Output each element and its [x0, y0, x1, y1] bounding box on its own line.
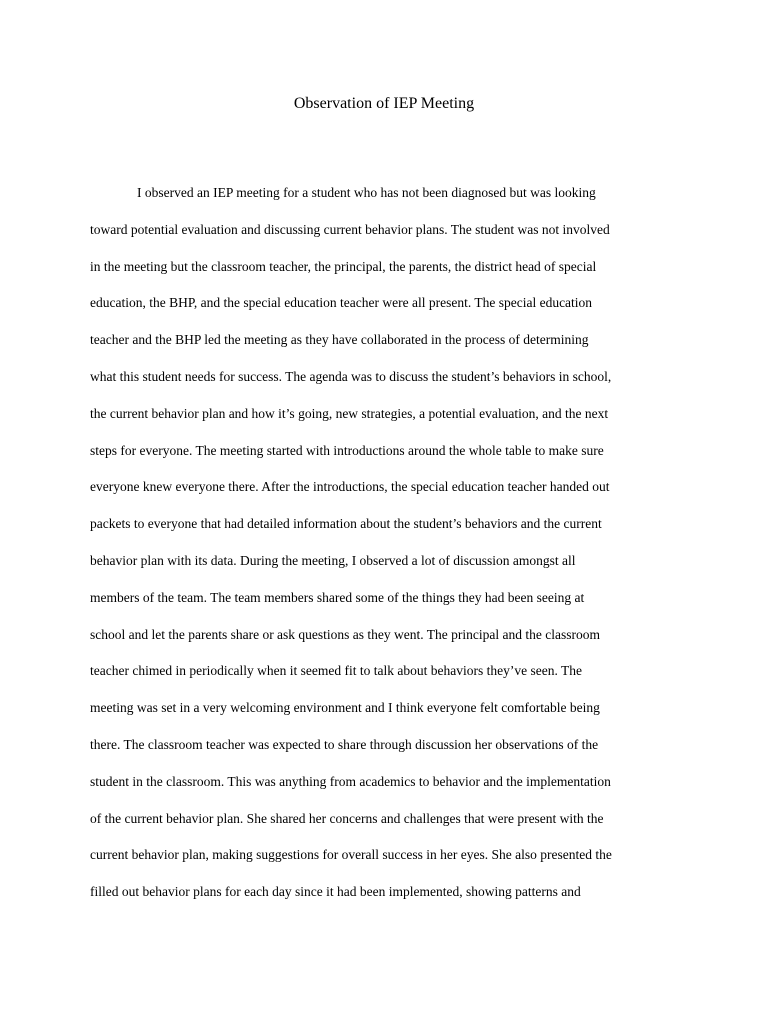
- paragraph-line: toward potential evaluation and discussing current behavior plans. The student was not involved: [90, 221, 610, 237]
- paragraph-line: what this student needs for success. The agenda was to discuss the student’s behaviors in school,: [90, 368, 612, 384]
- paragraph-line: the current behavior plan and how it’s going, new strategies, a potential evaluation, and the next: [90, 405, 609, 421]
- paragraph-line: education, the BHP, and the special education teacher were all present. The special education: [90, 295, 593, 311]
- paragraph-line: steps for everyone. The meeting started with introductions around the whole table to make sure: [90, 442, 604, 458]
- paragraph-line: of the current behavior plan. She shared her concerns and challenges that were present with the: [90, 810, 604, 826]
- document-title: Observation of IEP Meeting: [293, 95, 475, 112]
- body-paragraph: [90, 175, 680, 911]
- paragraph-line: members of the team. The team members shared some of the things they had been seeing at: [90, 589, 585, 605]
- paragraph-line: there. The classroom teacher was expected to share through discussion her observations of the: [90, 736, 599, 752]
- paragraph-line: in the meeting but the classroom teacher, the principal, the parents, the district head of special: [90, 258, 597, 274]
- paragraph-line: I observed an IEP meeting for a student who has not been diagnosed but was looking: [137, 185, 596, 200]
- paragraph-line: everyone knew everyone there. After the introductions, the special education teacher handed out: [90, 479, 610, 495]
- paragraph-line: meeting was set in a very welcoming environment and I think everyone felt comfortable being: [90, 700, 600, 716]
- paragraph-line: student in the classroom. This was anything from academics to behavior and the implementation: [90, 773, 611, 789]
- paragraph-line: current behavior plan, making suggestions for overall success in her eyes. She also presented the: [90, 847, 612, 863]
- paragraph-line: packets to everyone that had detailed information about the student’s behaviors and the current: [90, 516, 602, 532]
- paragraph-line: teacher and the BHP led the meeting as they have collaborated in the process of determining: [90, 332, 589, 348]
- paragraph-line: school and let the parents share or ask questions as they went. The principal and the classroom: [90, 626, 600, 642]
- paragraph-line: behavior plan with its data. During the meeting, I observed a lot of discussion amongst all: [90, 552, 576, 568]
- paragraph-line: teacher chimed in periodically when it seemed fit to talk about behaviors they’ve seen. The: [90, 663, 582, 679]
- paragraph-line: filled out behavior plans for each day since it had been implemented, showing patterns and: [90, 884, 581, 900]
